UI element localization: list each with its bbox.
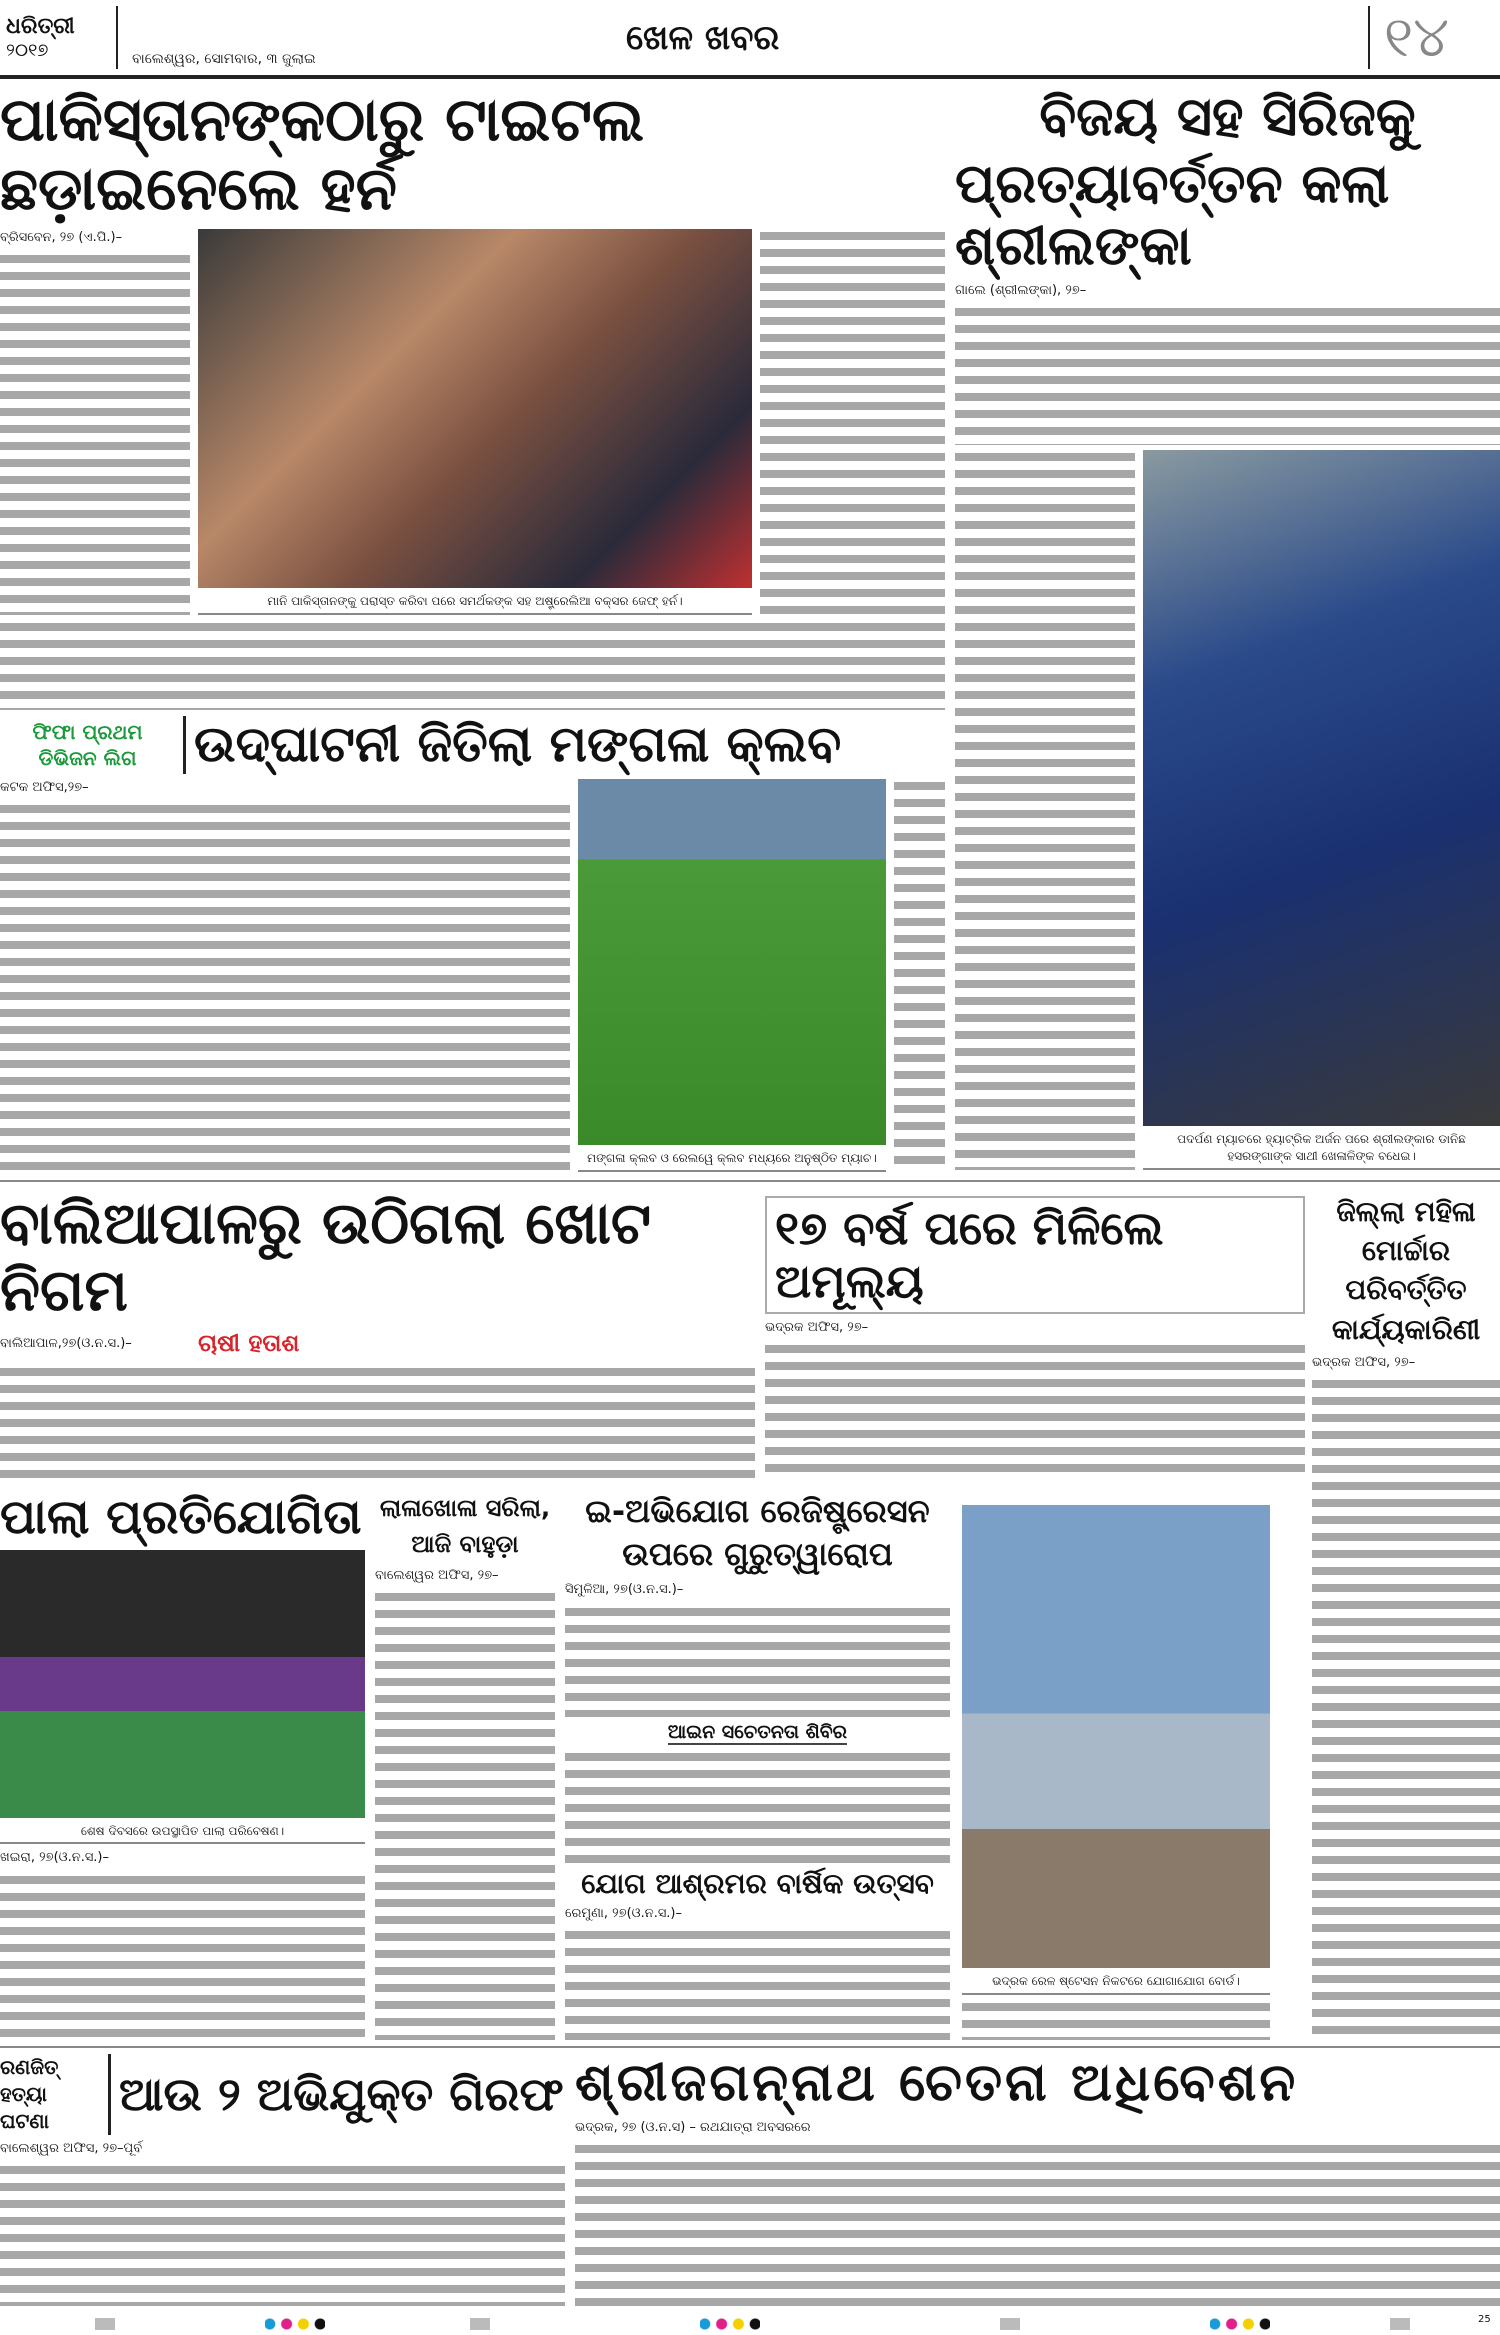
lead-fifa: କଟକ ଅଫିସ,୨୭– — [0, 779, 89, 795]
photo-cricket — [1143, 450, 1500, 1126]
story-srilanka — [955, 86, 1500, 1170]
story-bahuda — [375, 1490, 555, 2040]
masthead-year: ୨୦୧୭ — [6, 39, 49, 61]
headline-morcha-3: କାର୍ଯ୍ୟକାରିଣୀ — [1331, 1312, 1481, 1346]
headline-ecomplaint-2: ଉପରେ ଗୁରୁତ୍ୱାରୋପ — [622, 1535, 893, 1574]
story-jagannath — [575, 2054, 1500, 2306]
caption-srilanka: ପଦର୍ପଣ ମ୍ୟାଚରେ ହ୍ୟାଟ୍ରିକ ଅର୍ଜନ ପରେ ଶ୍ରୀଲଙ୍କାର ଡାନିଛ ହସରଙ୍ଗାଙ୍କ ସାଥୀ ଖେଳାଳିଙ୍କ ବଧେଇ। — [1143, 1131, 1500, 1170]
lead-amulya: ଭଦ୍ରକ ଅଫିସ, ୨୭– — [765, 1319, 869, 1335]
headline-ranjit: ଆଉ ୨ ଅଭିଯୁକ୍ତ ଗିରଫ — [119, 2067, 564, 2122]
story-ecomplaint — [565, 1490, 950, 2040]
story-pala — [0, 1490, 365, 2040]
story-amulya — [765, 1196, 1305, 1480]
story-morcha — [1312, 1192, 1500, 2040]
lead-morcha: ଭଦ୍ରକ ଅଫିସ, ୨୭– — [1312, 1354, 1416, 1370]
headline-horn: ପାକିସ୍ତାନଙ୍କଠାରୁ ଟାଇଟଲ ଛଡ଼ାଇନେଲେ ହର୍ନ — [0, 85, 645, 224]
headline-morcha-2: ମୋର୍ଚ୍ଚାର ପରିବର୍ତ୍ତିତ — [1345, 1234, 1467, 1307]
dateline: ବାଲେଶ୍ୱର, ସୋମବାର, ୩ ଜୁଲାଇ — [132, 51, 316, 67]
photo-station — [962, 1505, 1270, 1968]
masthead-logo: ଧରିତ୍ରୀ — [6, 13, 75, 39]
page-mark: 25 — [1478, 2314, 1491, 2325]
lead-horn: ବ୍ରିସବେନ, ୨୭ (ଏ.ପି.)– — [0, 230, 123, 245]
kicker-ranjit-1: ରଣଜିତ୍ — [0, 2055, 59, 2079]
headline-amulya: ୧୭ ବର୍ଷ ପରେ ମିଳିଲେ ଅମୂଲ୍ୟ — [775, 1201, 1164, 1308]
headline-morcha — [1312, 1192, 1500, 1349]
photo-boxing — [198, 229, 752, 588]
lead-ranjit: ବାଲେଶ୍ୱର ଅଫିସ, ୨୭–ପୂର୍ବ — [0, 2141, 143, 2156]
headline-srilanka-2: ପ୍ରତ୍ୟାବର୍ତ୍ତନ କଲା ଶ୍ରୀଲଙ୍କା — [955, 152, 1390, 278]
headline-srilanka-1: ବିଜୟ ସହ ସିରିଜକୁ — [1039, 85, 1416, 148]
headline-fifa: ଉଦ୍‌ଘାଟନୀ ଜିତିଲା ମଙ୍ଗଳା କ୍ଲବ — [194, 715, 842, 773]
headline-bahuda — [375, 1490, 555, 1562]
kicker-fifa-1: ଫିଫା ପ୍ରଥମ — [32, 719, 143, 744]
headline-yoga: ଯୋଗ ଆଶ୍ରମର ବାର୍ଷିକ ଉତ୍ସବ — [581, 1866, 934, 1900]
kicker-ranjit-2: ହତ୍ୟା ଘଟଣା — [0, 2082, 50, 2133]
masthead-logo-block — [6, 14, 102, 62]
kicker-fifa — [0, 719, 175, 771]
story-horn — [0, 86, 945, 710]
color-registration-marks — [0, 2314, 1500, 2332]
lead-srilanka: ଗାଲେ (ଶ୍ରୀଲଙ୍କା), ୨୭– — [955, 283, 1087, 299]
story-ranjit — [0, 2054, 565, 2306]
lead-bahuda: ବାଲେଶ୍ୱର ଅଫିସ, ୨୭– — [375, 1568, 499, 1583]
headline-ecomplaint-1: ଇ-ଅଭିଯୋଗ ରେଜିଷ୍ଟ୍ରେସନ — [585, 1492, 930, 1530]
story-fifa — [0, 716, 945, 1172]
lead-yoga: ରେମୁଣା, ୨୭(ଓ.ନ.ସ.)– — [565, 1905, 683, 1921]
caption-pala: ଶେଷ ଦିବସରେ ଉପସ୍ଥାପିତ ପାଲା ପରିବେଷଣ। — [0, 1823, 365, 1845]
headline-bahuda-2: ଆଜି ବାହୁଡ଼ା — [411, 1530, 519, 1558]
caption-horn: ମାନି ପାକିସ୍ତାନଙ୍କୁ ପରାସ୍ତ କରିବା ପରେ ସମର୍ଥକଙ୍କ ସହ ଅଷ୍ଟ୍ରେଲିଆ ବକ୍ସର ଜେଫ୍ ହର୍ନ। — [198, 593, 752, 615]
subhead-legal-camp: ଆଇନ ସଚେତନତା ଶିବିର — [668, 1722, 847, 1746]
headline-bahuda-1: ଲାଳାଖୋଳା ସରିଲା, — [379, 1494, 551, 1522]
box-amulya — [765, 1196, 1305, 1314]
kicker-chashi: ଚାଷୀ ହତାଶ — [198, 1329, 300, 1358]
lead-jagannath: ଭଦ୍ରକ, ୨୭ (ଓ.ନ.ସ) – ରଥଯାତ୍ରା ଅବସରରେ — [575, 2119, 811, 2135]
page-number: ୧୪ — [1384, 4, 1450, 70]
caption-fifa: ମଙ୍ଗଳା କ୍ଲବ ଓ ରେଲୱେ କ୍ଲବ ମଧ୍ୟରେ ଅନୁଷ୍ଠିତ ମ୍ୟାଚ। — [578, 1150, 886, 1172]
section-title: ଖେଳ ଖବର — [626, 17, 780, 58]
lead-nigam: ବାଲିଆପାଳ,୨୭(ଓ.ନ.ସ.)– — [0, 1335, 132, 1351]
story-station — [962, 1505, 1270, 2040]
photo-football — [578, 779, 886, 1146]
kicker-ranjit — [0, 2054, 100, 2135]
photo-pala — [0, 1550, 365, 1817]
headline-jagannath: ଶ୍ରୀଜଗନ୍ନାଥ ଚେତନା ଅଧିବେଶନ — [575, 2053, 1299, 2113]
headline-ecomplaint — [565, 1490, 950, 1576]
headline-pala: ପାଲା ପ୍ରତିଯୋଗିତା — [0, 1489, 362, 1545]
headline-nigam: ବାଲିଆପାଳରୁ ଉଠିଗଲା ଖୋଟ ନିଗମ — [0, 1189, 652, 1324]
masthead — [0, 0, 1500, 75]
kicker-fifa-2: ଡିଭିଜନ ଲିଗ — [38, 745, 137, 770]
lead-ecomplaint: ସିମୁଳିଆ, ୨୭(ଓ.ନ.ସ.)– — [565, 1582, 684, 1598]
caption-ecomplaint: ଭଦ୍ରକ ରେଳ ଷ୍ଟେସନ ନିକଟରେ ଯୋଗାଯୋଗ ବୋର୍ଡ। — [962, 1973, 1270, 1995]
headline-morcha-1: ଜିଲ୍ଲା ମହିଳା — [1336, 1195, 1476, 1228]
story-nigam — [0, 1190, 755, 1480]
lead-pala: ଖଇରା, ୨୭(ଓ.ନ.ସ.)– — [0, 1850, 110, 1866]
